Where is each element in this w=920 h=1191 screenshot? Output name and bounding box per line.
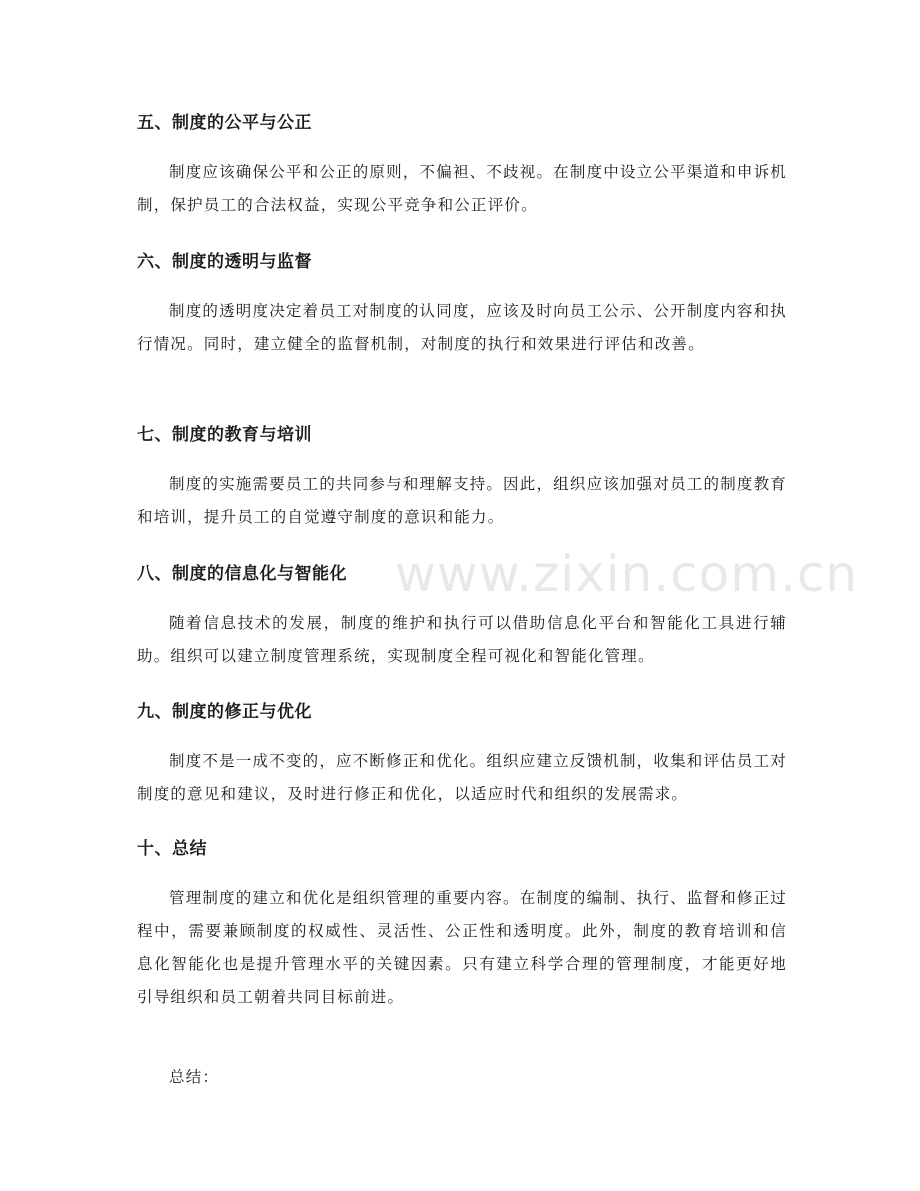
section-heading-7: 七、制度的教育与培训 <box>137 425 312 445</box>
section-paragraph-7: 制度的实施需要员工的共同参与和理解支持。因此，组织应该加强对员工的制度教育和培训，提升员工的自觉遵守制度的意识和能力。 <box>137 475 787 526</box>
section-heading-9: 九、制度的修正与优化 <box>137 702 312 722</box>
section-paragraph-9: 制度不是一成不变的，应不断修正和优化。组织应建立反馈机制，收集和评估员工对制度的意见和建议，及时进行修正和优化，以适应时代和组织的发展需求。 <box>137 752 787 803</box>
section-heading-5: 五、制度的公平与公正 <box>137 113 312 133</box>
closing-label: 总结： <box>169 1068 220 1086</box>
section-heading-6: 六、制度的透明与监督 <box>137 252 312 272</box>
section-paragraph-5: 制度应该确保公平和公正的原则，不偏袒、不歧视。在制度中设立公平渠道和申诉机制，保护员工的合法权益，实现公平竞争和公正评价。 <box>137 163 787 214</box>
section-heading-10: 十、总结 <box>137 839 207 859</box>
section-paragraph-8: 随着信息技术的发展，制度的维护和执行可以借助信息化平台和智能化工具进行辅助。组织可以建立制度管理系统，实现制度全程可视化和智能化管理。 <box>137 614 787 665</box>
section-heading-8: 八、制度的信息化与智能化 <box>137 564 347 584</box>
section-paragraph-6: 制度的透明度决定着员工对制度的认同度，应该及时向员工公示、公开制度内容和执行情况。同时，建立健全的监督机制，对制度的执行和效果进行评估和改善。 <box>137 302 787 353</box>
watermark: www.zixin.com.cn <box>395 545 859 603</box>
section-paragraph-10: 管理制度的建立和优化是组织管理的重要内容。在制度的编制、执行、监督和修正过程中，需要兼顾制度的权威性、灵活性、公正性和透明度。此外，制度的教育培训和信息化智能化也是提升管理水平的关键因素。只有建立科学合理的管理制度，才能更好地引导组织和员工朝着共同目标前进。 <box>137 889 787 1006</box>
